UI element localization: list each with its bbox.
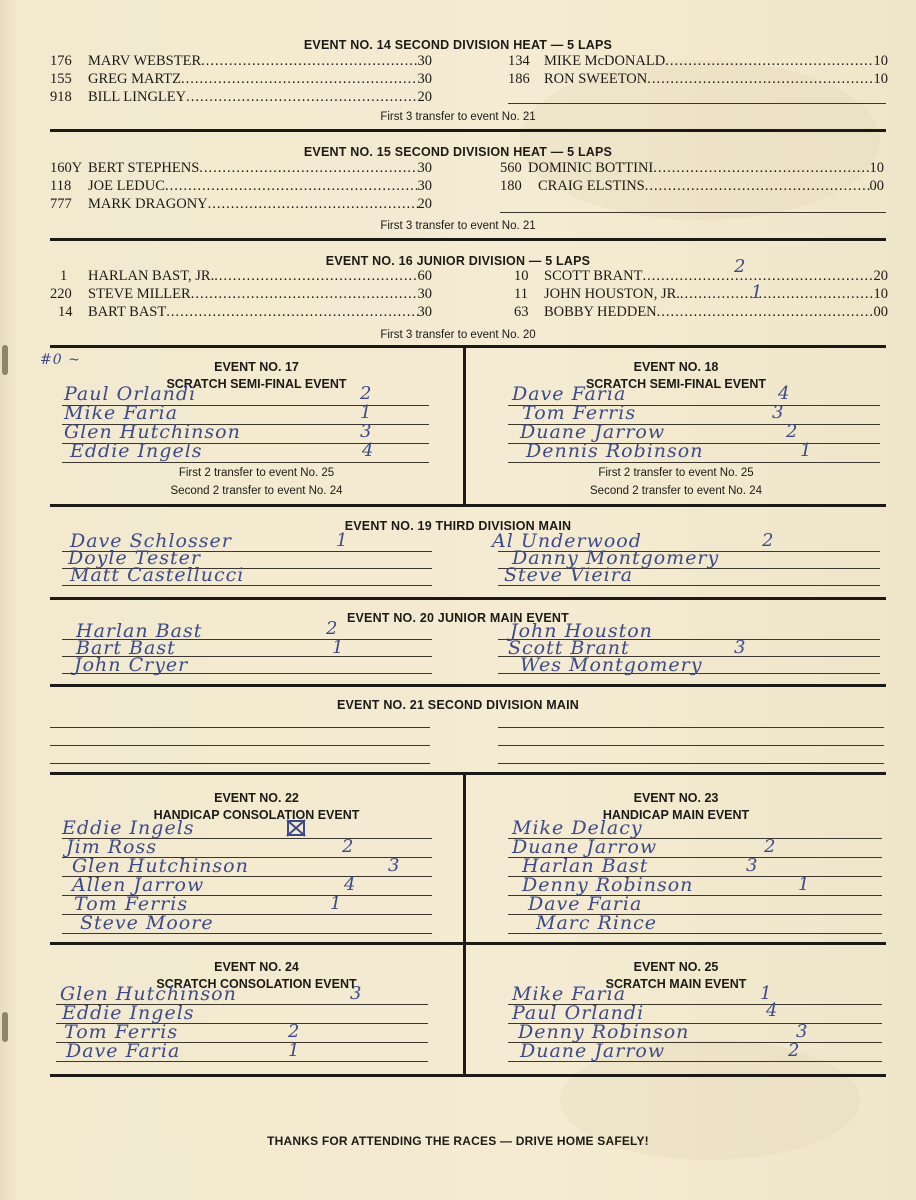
transfer-note: First 3 transfer to event No. 21 xyxy=(380,111,536,123)
handwritten-place: 3 xyxy=(772,402,784,423)
entry-line xyxy=(62,462,429,463)
handwritten-entry: Dave Faria xyxy=(512,383,627,405)
handwritten-entry: Mike Faria xyxy=(512,983,627,1005)
event-20-title: EVENT NO. 20 JUNIOR MAIN EVENT xyxy=(346,611,569,625)
blank-entry-line xyxy=(498,727,884,728)
handwritten-place: 1 xyxy=(360,402,372,423)
handwritten-entry: Eddie Ingels xyxy=(62,1002,195,1024)
handwritten-place: 3 xyxy=(746,855,758,876)
handwritten-entry: Steve Vieira xyxy=(504,564,634,586)
handwritten-place: 2 xyxy=(326,618,338,639)
handwritten-entry: Duane Jarrow xyxy=(520,1040,666,1062)
heat-row: 186 RON SWEETON ..... 10 xyxy=(508,71,888,88)
heat-row: 777 MARK DRAGONY ..... 20 xyxy=(50,196,432,213)
heat-row: 118 JOE LEDUC ..... 30 xyxy=(50,178,432,195)
section-rule xyxy=(50,1074,886,1077)
handwritten-place: 2 xyxy=(288,1021,300,1042)
heat-row: 220 STEVE MILLER ..... 30 xyxy=(50,286,432,303)
handwritten-entry: Glen Hutchinson xyxy=(60,983,237,1005)
event-23-heading: EVENT NO. 23 HANDICAP MAIN EVENT xyxy=(602,791,750,822)
handwritten-entry: Danny Montgomery xyxy=(512,547,720,569)
handwritten-place: 2 xyxy=(762,530,774,551)
binding-mark xyxy=(2,1012,8,1042)
handwritten-entry: Tom Ferris xyxy=(74,893,189,915)
handwritten-entry: Denny Robinson xyxy=(522,874,694,896)
handwritten-place: 2 xyxy=(342,836,354,857)
handwritten-place: 1 xyxy=(798,874,810,895)
blank-entry-line xyxy=(50,763,430,764)
handwritten-place: 3 xyxy=(796,1021,808,1042)
footer-message: THANKS FOR ATTENDING THE RACES — DRIVE HOME SAFELY! xyxy=(267,1134,649,1148)
handwritten-entry: Dave Schlosser xyxy=(70,530,232,552)
event-16-title: EVENT NO. 16 JUNIOR DIVISION — 5 LAPS xyxy=(325,254,591,268)
section-rule xyxy=(50,129,886,132)
entry-line xyxy=(508,462,880,463)
handwritten-entry: Mike Faria xyxy=(64,402,179,424)
handwritten-entry: Glen Hutchinson xyxy=(72,855,249,877)
handwritten-entry: Tom Ferris xyxy=(64,1021,179,1043)
handwritten-place: 2 xyxy=(764,836,776,857)
event-17-heading: EVENT NO. 17 SCRATCH SEMI-FINAL EVENT xyxy=(166,360,347,391)
handwritten-entry: Eddie Ingels xyxy=(70,440,203,462)
handwritten-entry: Wes Montgomery xyxy=(520,654,703,676)
transfer-note: First 3 transfer to event No. 21 xyxy=(380,220,536,232)
pen-scribble: #0 ~ xyxy=(40,352,81,368)
heat-row: 560 DOMINIC BOTTINI ..... 10 xyxy=(500,160,884,177)
event-22-heading: EVENT NO. 22 HANDICAP CONSOLATION EVENT xyxy=(153,791,360,822)
section-rule xyxy=(50,345,886,348)
handwritten-entry: Paul Orlandi xyxy=(64,383,197,405)
handwritten-place: 3 xyxy=(360,421,372,442)
handwritten-entry: Glen Hutchinson xyxy=(64,421,241,443)
event-25-heading: EVENT NO. 25 SCRATCH MAIN EVENT xyxy=(605,960,747,991)
handwritten-place: 4 xyxy=(766,1000,778,1021)
handwritten-place: 3 xyxy=(734,637,746,658)
event-18-heading: EVENT NO. 18 SCRATCH SEMI-FINAL EVENT xyxy=(585,360,767,391)
blank-entry-line xyxy=(50,745,430,746)
transfer-note: First 3 transfer to event No. 20 xyxy=(380,329,536,341)
handwritten-entry: Harlan Bast xyxy=(522,855,649,877)
heat-row: 1 HARLAN BAST, JR. ..... 60 xyxy=(50,268,432,285)
handwritten-entry: Duane Jarrow xyxy=(512,836,658,858)
event-19-title: EVENT NO. 19 THIRD DIVISION MAIN xyxy=(344,519,572,533)
blank-entry-line xyxy=(498,763,884,764)
heat-row: 918 BILL LINGLEY ..... 20 xyxy=(50,89,432,106)
event-21-title: EVENT NO. 21 SECOND DIVISION MAIN xyxy=(336,698,580,712)
handwritten-entry: Scott Brant xyxy=(508,637,630,659)
handwritten-place: 2 xyxy=(788,1040,800,1061)
transfer-note: First 2 transfer to event No. 25 xyxy=(598,467,754,479)
handwritten-entry: Jim Ross xyxy=(66,836,157,858)
handwritten-entry: Denny Robinson xyxy=(518,1021,690,1043)
handwritten-place: 1 xyxy=(336,530,348,551)
handwritten-entry: John Cryer xyxy=(74,654,189,676)
handwritten-entry: Mike Delacy xyxy=(512,817,643,839)
heat-row: 134 MIKE McDONALD ..... 10 xyxy=(508,53,888,70)
section-rule xyxy=(50,504,886,507)
handwritten-entry: Doyle Tester xyxy=(68,547,201,569)
handwritten-place: 3 xyxy=(350,983,362,1004)
blank-entry-line xyxy=(50,727,430,728)
section-rule xyxy=(50,772,886,775)
event-15-title: EVENT NO. 15 SECOND DIVISION HEAT — 5 LAPS xyxy=(303,145,613,159)
handwritten-entry: Tom Ferris xyxy=(522,402,637,424)
handwritten-entry: Bart Bast xyxy=(76,637,176,659)
handwritten-place: 4 xyxy=(362,440,374,461)
blank-entry-line xyxy=(498,745,884,746)
section-rule xyxy=(50,684,886,687)
handwritten-entry: Dave Faria xyxy=(66,1040,181,1062)
handwritten-place: 4 xyxy=(344,874,356,895)
handwritten-place: 2 xyxy=(360,383,372,404)
event-24-heading: EVENT NO. 24 SCRATCH CONSOLATION EVENT xyxy=(156,960,357,991)
handwritten-entry: Steve Moore xyxy=(80,912,214,934)
handwritten-entry: Duane Jarrow xyxy=(520,421,666,443)
heat-row: 176 MARV WEBSTER ..... 30 xyxy=(50,53,432,70)
heat-row: 160Y BERT STEPHENS ..... 30 xyxy=(50,160,432,177)
section-rule xyxy=(50,238,886,241)
transfer-note: Second 2 transfer to event No. 24 xyxy=(170,485,343,497)
handwritten-entry: Matt Castellucci xyxy=(70,564,245,586)
x-mark-icon xyxy=(285,818,307,838)
handwritten-entry: Harlan Bast xyxy=(76,620,203,642)
handwritten-entry: Marc Rince xyxy=(536,912,658,934)
handwritten-place: 4 xyxy=(778,383,790,404)
handwritten-place: 1 xyxy=(800,440,812,461)
handwritten-entry: John Houston xyxy=(510,620,653,642)
event-14-title: EVENT NO. 14 SECOND DIVISION HEAT — 5 LAPS xyxy=(303,38,613,52)
handwritten-place: 1 xyxy=(330,893,342,914)
handwritten-place: 1 xyxy=(760,983,772,1004)
handwritten-entry: Dennis Robinson xyxy=(526,440,704,462)
binding-mark xyxy=(2,345,8,375)
handwritten-place: 2 xyxy=(734,256,746,277)
handwritten-place: 1 xyxy=(288,1040,300,1061)
heat-row: 155 GREG MARTZ ..... 30 xyxy=(50,71,432,88)
handwritten-place: 3 xyxy=(388,855,400,876)
heat-row: 180 CRAIG ELSTINS ..... 00 xyxy=(500,178,884,195)
handwritten-entry: Allen Jarrow xyxy=(72,874,205,896)
section-rule xyxy=(50,597,886,600)
heat-row: 10 SCOTT BRANT ..... 20 xyxy=(514,268,888,285)
heat-row: 14 BART BAST ..... 30 xyxy=(50,304,432,321)
handwritten-entry: Eddie Ingels xyxy=(62,817,195,839)
handwritten-entry: Paul Orlandi xyxy=(512,1002,645,1024)
blank-entry-line xyxy=(500,212,886,213)
section-rule xyxy=(50,942,886,945)
heat-row: 11 JOHN HOUSTON, JR. ..... 10 xyxy=(514,286,888,303)
heat-row: 63 BOBBY HEDDEN ..... 00 xyxy=(514,304,888,321)
handwritten-place: 1 xyxy=(751,282,763,303)
handwritten-place: 1 xyxy=(332,637,344,658)
transfer-note: First 2 transfer to event No. 25 xyxy=(178,467,335,479)
transfer-note: Second 2 transfer to event No. 24 xyxy=(590,485,762,497)
handwritten-entry: Al Underwood xyxy=(492,530,642,552)
blank-entry-line xyxy=(508,103,886,104)
handwritten-place: 2 xyxy=(786,421,798,442)
handwritten-entry: Dave Faria xyxy=(528,893,643,915)
